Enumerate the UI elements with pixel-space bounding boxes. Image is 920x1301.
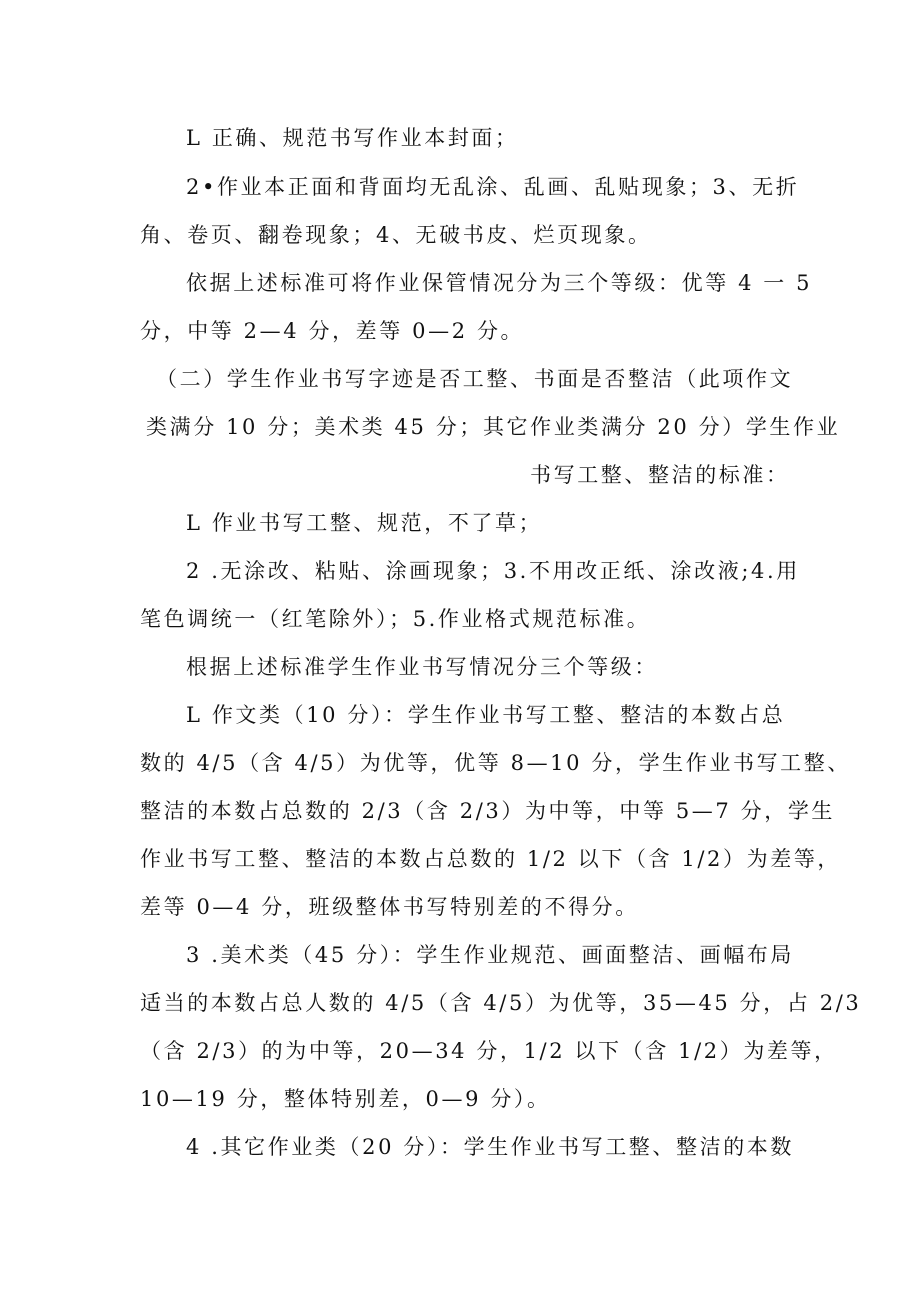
text-line-7: 类满分 10 分；美术类 45 分；其它作业类满分 20 分）学生作业 [146,415,841,439]
text-line-9: L 作业书写工整、规范，不了草； [186,511,543,535]
text-line-18: 3 .美术类（45 分）：学生作业规范、画面整洁、画幅布局 [186,943,795,967]
text-line-12: 根据上述标准学生作业书写情况分三个等级： [186,655,658,679]
text-line-21: 10—19 分，整体特别差，0—9 分）。 [140,1087,551,1111]
text-line-14: 数的 4/5（含 4/5）为优等，优等 8—10 分，学生作业书写工整、 [140,751,851,775]
text-line-16: 作业书写工整、整洁的本数占总数的 1/2 以下（含 1/2）为差等， [140,847,842,871]
text-line-11: 笔色调统一（红笔除外）；5.作业格式规范标准。 [140,607,651,631]
text-line-3: 角、卷页、翻卷现象；4、无破书皮、烂页现象。 [140,223,652,247]
text-line-19: 适当的本数占总人数的 4/5（含 4/5）为优等，35—45 分，占 2/3 [140,991,862,1015]
text-line-22: 4 .其它作业类（20 分）：学生作业书写工整、整洁的本数 [186,1135,795,1159]
text-line-4: 依据上述标准可将作业保管情况分为三个等级：优等 4 一 5 [186,271,813,295]
text-line-13: L 作文类（10 分）：学生作业书写工整、整洁的本数占总 [186,703,786,727]
text-line-8: 书写工整、整洁的标准： [530,463,790,487]
text-line-2: 2•作业本正面和背面均无乱涂、乱画、乱贴现象；3、无折 [186,175,800,199]
text-line-15: 整洁的本数占总数的 2/3（含 2/3）为中等，中等 5—7 分，学生 [140,799,836,823]
text-line-1: L 正确、规范书写作业本封面； [186,126,519,150]
text-line-20: （含 2/3）的为中等，20—34 分，1/2 以下（含 1/2）为差等， [140,1039,838,1063]
text-line-6: （二）学生作业书写字迹是否工整、书面是否整洁（此项作文 [156,367,794,391]
text-line-5: 分，中等 2—4 分，差等 0—2 分。 [140,319,525,343]
text-line-17: 差等 0—4 分，班级整体书写特别差的不得分。 [140,895,639,919]
text-line-10: 2 .无涂改、粘贴、涂画现象；3.不用改正纸、涂改液;4.用 [186,559,800,583]
